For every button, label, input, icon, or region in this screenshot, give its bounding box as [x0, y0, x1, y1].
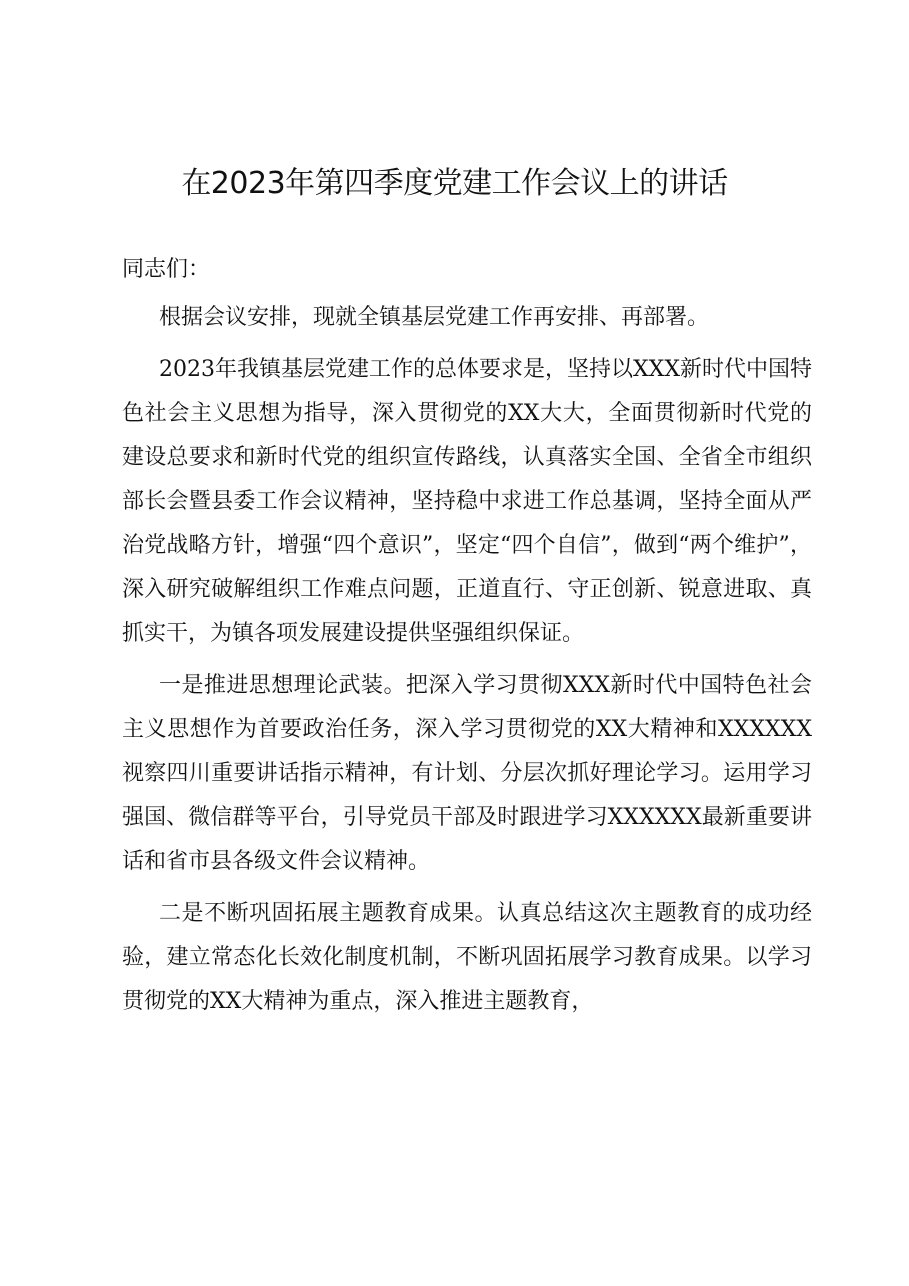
- paragraph-general-requirements: 2023年我镇基层党建工作的总体要求是，坚持以XXX新时代中国特色社会主义思想为指导，深入贯彻党的XX大大，全面贯彻新时代党的建设总要求和新时代党的组织宣传路线，认真落实全国、全省全市组织部长会暨县委工作会议精神，坚持稳中求进工作总基调，坚持全面从严治党战略方针，增强“四个意识”，坚定“四个自信”，做到“两个维护”，深入研究破解组织工作难点问题，正道直行、守正创新、锐意进取、真抓实干，为镇各项发展建设提供坚强组织保证。: [122, 357, 812, 646]
- salutation: 同志们：: [122, 257, 211, 282]
- document-title: 在2023年第四季度党建工作会议上的讲话: [181, 166, 728, 201]
- paragraph-intro: 根据会议安排，现就全镇基层党建工作再安排、再部署。: [159, 305, 710, 330]
- paragraph-item-two: 二是不断巩固拓展主题教育成果。认真总结这次主题教育的成功经验，建立常态化长效化制度机制，不断巩固拓展学习教育成果。以学习贯彻党的XX大精神为重点，深入推进主题教育，: [122, 901, 812, 1014]
- paragraph-item-one: 一是推进思想理论武装。把深入学习贯彻XXX新时代中国特色社会主义思想作为首要政治任务，深入学习贯彻党的XX大精神和XXXXXX视察四川重要讲话指示精神，有计划、分层次抓好理论学习。运用学习强国、微信群等平台，引导党员干部及时跟进学习XXXXXX最新重要讲话和省市县各级文件会议精神。: [122, 673, 812, 874]
- document-body: [122, 248, 812, 1024]
